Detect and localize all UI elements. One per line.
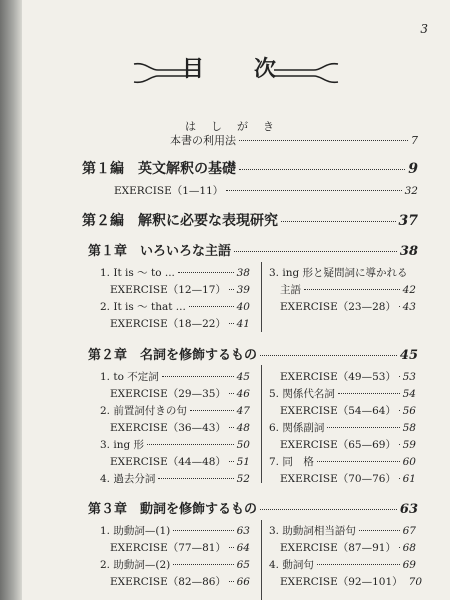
entry-page: 61 xyxy=(402,473,416,485)
entry-page: 63 xyxy=(236,525,250,537)
entry-label: EXERCISE（77—81） xyxy=(110,542,226,554)
entry-label: 1. It is ～ to ... xyxy=(100,267,175,279)
ch3-row[interactable] xyxy=(88,498,418,517)
part1-exercise-label: EXERCISE（1—11） xyxy=(114,185,224,197)
entry-label: EXERCISE（65—69） xyxy=(280,439,396,451)
leader-dots xyxy=(147,444,234,445)
entry-page: 56 xyxy=(402,405,416,417)
entry-label: EXERCISE（44—48） xyxy=(110,456,226,468)
entry-page: 42 xyxy=(402,284,416,296)
part1-row[interactable] xyxy=(82,158,418,178)
entry-page: 58 xyxy=(402,422,416,434)
leader-dots xyxy=(399,410,400,411)
entry-page: 51 xyxy=(236,456,250,468)
toc-entry[interactable] xyxy=(280,403,416,418)
leader-dots xyxy=(229,393,234,394)
leader-dots xyxy=(229,289,234,290)
toc-title: 目 次 xyxy=(181,56,290,82)
leader-dots xyxy=(229,323,234,324)
toc-entry[interactable] xyxy=(110,540,250,555)
entry-label: EXERCISE（18—22） xyxy=(110,318,226,330)
toc-entry[interactable] xyxy=(110,420,250,435)
entry-label: EXERCISE（23—28） xyxy=(280,301,396,313)
leader-dots xyxy=(173,530,233,531)
toc-entry[interactable] xyxy=(280,299,416,314)
entry-label: 4. 動詞句 xyxy=(269,559,314,571)
leader-dots xyxy=(158,478,233,479)
leader-dots xyxy=(162,376,234,377)
leader-dots xyxy=(399,547,400,548)
leader-dots xyxy=(304,289,400,290)
entry-label: 2. 前置詞付きの句 xyxy=(100,405,187,417)
entry-label: EXERCISE（70—76） xyxy=(280,473,396,485)
entry-label: EXERCISE（82—86） xyxy=(110,576,226,588)
entry-page: 69 xyxy=(402,559,416,571)
entry-label: 1. to 不定詞 xyxy=(100,371,159,383)
entry-page: 45 xyxy=(236,371,250,383)
leader-dots xyxy=(317,461,400,462)
toc-entry[interactable] xyxy=(280,282,416,297)
part1-exercise-page: 32 xyxy=(404,185,418,197)
toc-entry[interactable] xyxy=(280,471,416,486)
toc-entry[interactable] xyxy=(110,574,250,589)
leader-dots xyxy=(190,410,234,411)
entry-page: 64 xyxy=(236,542,250,554)
entry-page: 70 xyxy=(408,576,423,588)
entry-page: 53 xyxy=(402,371,416,383)
entry-page: 68 xyxy=(402,542,416,554)
entry-label: EXERCISE（12—17） xyxy=(110,284,226,296)
entry-page: 48 xyxy=(236,422,250,434)
toc-entry[interactable] xyxy=(100,299,250,314)
entry-label: EXERCISE（36—43） xyxy=(110,422,226,434)
entry-label: EXERCISE（29—35） xyxy=(110,388,226,400)
toc-entry[interactable] xyxy=(269,557,416,572)
leader-dots xyxy=(260,509,397,510)
book-gutter-shadow xyxy=(0,0,22,600)
entry-page: 60 xyxy=(402,456,416,468)
column-divider xyxy=(261,520,262,600)
entry-page: 47 xyxy=(236,405,250,417)
entry-page: 46 xyxy=(236,388,250,400)
front-usage-row[interactable] xyxy=(170,132,418,148)
entry-page: 38 xyxy=(236,267,250,279)
leader-dots xyxy=(229,581,234,582)
toc-entry[interactable] xyxy=(100,471,250,486)
toc-entry[interactable] xyxy=(280,437,416,452)
toc-entry[interactable] xyxy=(280,574,423,589)
ch3-page: 63 xyxy=(399,502,418,517)
entry-label: 2. It is ～ that ... xyxy=(100,301,186,313)
entry-page: 67 xyxy=(402,525,416,537)
toc-entry[interactable] xyxy=(100,369,250,384)
toc-entry[interactable] xyxy=(110,282,250,297)
ch2-page: 45 xyxy=(399,348,418,363)
toc-entry[interactable] xyxy=(110,316,250,331)
entry-page: 65 xyxy=(236,559,250,571)
entry-label: EXERCISE（54—64） xyxy=(280,405,396,417)
toc-entry[interactable] xyxy=(110,454,250,469)
toc-entry[interactable] xyxy=(100,557,250,572)
leader-dots xyxy=(229,427,234,428)
toc-title-block xyxy=(22,50,450,90)
entry-label: 3. ing 形と疑問詞に導かれる xyxy=(269,267,408,279)
toc-entry[interactable] xyxy=(280,540,416,555)
toc-entry[interactable] xyxy=(100,265,250,280)
leader-dots xyxy=(399,444,400,445)
leader-dots xyxy=(399,376,400,377)
entry-page: 52 xyxy=(236,473,250,485)
entry-label: 3. 助動詞相当語句 xyxy=(269,525,356,537)
leader-dots xyxy=(399,306,400,307)
leader-dots xyxy=(359,530,400,531)
leader-dots xyxy=(189,306,234,307)
entry-label: 4. 過去分詞 xyxy=(100,473,156,485)
ch2-label: 第２章 名詞を修飾するもの xyxy=(88,348,258,363)
toc-entry[interactable] xyxy=(269,454,416,469)
entry-label: EXERCISE（87—91） xyxy=(280,542,396,554)
page-number: 3 xyxy=(420,22,428,36)
leader-dots xyxy=(234,251,397,252)
leader-dots xyxy=(317,564,400,565)
front-preface: は し が き xyxy=(185,120,276,133)
entry-page: 50 xyxy=(236,439,250,451)
ch1-row[interactable] xyxy=(88,240,418,259)
leader-dots xyxy=(173,564,233,565)
ch1-label: 第１章 いろいろな主語 xyxy=(88,244,232,259)
front-usage-page: 7 xyxy=(411,134,418,147)
leader-dots xyxy=(229,547,234,548)
ch1-page: 38 xyxy=(399,244,418,259)
entry-label: 6. 関係副詞 xyxy=(269,422,325,434)
toc-entry[interactable] xyxy=(269,523,416,538)
column-divider xyxy=(261,365,262,483)
entry-page: 54 xyxy=(402,388,416,400)
entry-label: 3. ing 形 xyxy=(100,439,145,451)
entry-page: 39 xyxy=(236,284,250,296)
entry-page: 59 xyxy=(402,439,416,451)
part2-label: 第２編 解釈に必要な表現研究 xyxy=(82,213,278,229)
leader-dots xyxy=(327,427,399,428)
ch3-label: 第３章 動詞を修飾するもの xyxy=(88,502,258,517)
entry-label: 5. 関係代名詞 xyxy=(269,388,335,400)
entry-page: 66 xyxy=(236,576,250,588)
entry-page: 40 xyxy=(236,301,250,313)
front-usage-label: 本書の利用法 xyxy=(170,134,236,147)
entry-label: EXERCISE（92—101） xyxy=(280,576,403,588)
toc-entry[interactable] xyxy=(100,437,250,452)
entry-page: 43 xyxy=(402,301,416,313)
part1-label: 第１編 英文解釈の基礎 xyxy=(82,161,236,177)
entry-page: 41 xyxy=(236,318,250,330)
toc-entry[interactable] xyxy=(269,386,416,401)
column-divider xyxy=(261,262,262,332)
entry-label: EXERCISE（49—53） xyxy=(280,371,396,383)
leader-dots xyxy=(239,140,408,141)
leader-dots xyxy=(399,478,400,479)
toc-entry[interactable] xyxy=(110,386,250,401)
part1-page: 9 xyxy=(408,161,418,177)
toc-entry[interactable] xyxy=(269,420,416,435)
entry-label: 1. 助動詞—(1) xyxy=(100,525,171,537)
leader-dots xyxy=(229,461,234,462)
ch2-row[interactable] xyxy=(88,344,418,363)
leader-dots xyxy=(338,393,400,394)
book-page xyxy=(22,0,450,600)
leader-dots xyxy=(239,169,405,170)
part1-exercise-row[interactable] xyxy=(114,183,418,198)
part2-row[interactable] xyxy=(82,210,418,230)
part2-page: 37 xyxy=(398,213,418,229)
entry-label: 7. 同 格 xyxy=(269,456,314,468)
toc-entry[interactable] xyxy=(280,369,416,384)
toc-entry[interactable] xyxy=(100,403,250,418)
leader-dots xyxy=(178,272,234,273)
leader-dots xyxy=(226,190,401,191)
toc-entry[interactable] xyxy=(100,523,250,538)
entry-label: 主語 xyxy=(280,284,301,296)
leader-dots xyxy=(260,355,397,356)
leader-dots xyxy=(281,221,396,222)
entry-label: 2. 助動詞—(2) xyxy=(100,559,171,571)
